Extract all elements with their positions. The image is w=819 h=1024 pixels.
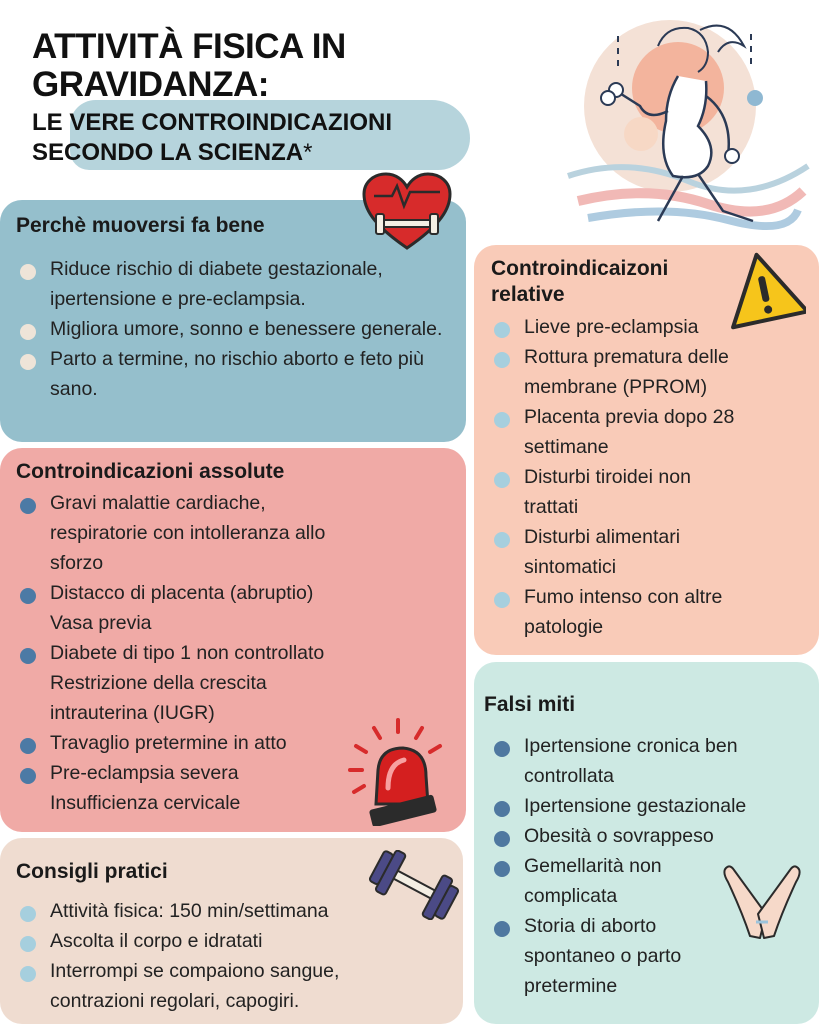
list-item: Obesità o sovrappeso [490,821,812,851]
page-title: ATTIVITÀ FISICA IN GRAVIDANZA: [32,27,346,104]
alarm-siren-icon [348,718,450,826]
pregnant-woman-exercising-illustration [548,6,818,236]
list-item: Diabete di tipo 1 non controllato Restrizione della crescita intrauterina (IUGR) [16,638,456,728]
myths-title: Falsi miti [484,693,576,716]
list-item: Travaglio pretermine in atto [16,728,456,758]
list-item: Gravi malattie cardiache, respiratorie con intolleranza allo sforzo [16,488,456,578]
list-item: Migliora umore, sonno e benessere generale. [16,314,456,344]
list-item: Riduce rischio di diabete gestazionale, ipertensione e pre-eclampsia. [16,254,456,314]
list-item: Interrompi se compaiono sangue, contrazioni regolari, capogiri. [16,956,436,1016]
benefits-title: Perchè muoversi fa bene [16,214,265,237]
list-item: Distacco di placenta (abruptio) Vasa previa [16,578,456,638]
list-item: Disturbi alimentari sintomatici [490,522,812,582]
warning-triangle-icon [722,248,806,332]
list-item: Ipertensione cronica ben controllata [490,731,812,791]
list-item: Rottura prematura delle membrane (PPROM) [490,342,812,402]
list-item: Lieve pre-eclampsia [490,312,812,342]
list-item: Ascolta il corpo e idratati [16,926,436,956]
false-myths-card [474,662,819,1024]
relative-title: Controindicaizoni relative [491,257,669,306]
tips-title: Consigli pratici [16,860,168,883]
list-item: Attività fisica: 150 min/settimana [16,896,436,926]
list-item: Fumo intenso con altre patologie [490,582,812,642]
list-item: Storia di aborto spontaneo o parto pretermine [490,911,812,1001]
list-item: Pre-eclampsia severa Insufficienza cervicale [16,758,456,818]
heart-dumbbell-icon [362,172,452,252]
dumbbell-icon [368,850,460,920]
page-subtitle: LE VERE CONTROINDICAZIONI SECONDO LA SCIENZA* [32,109,393,166]
list-item: Placenta previa dopo 28 settimane [490,402,812,462]
list-item: Parto a termine, no rischio aborto e feto più sano. [16,344,456,404]
list-item: Gemellarità non complicata [490,851,812,911]
crossed-hands-icon [720,862,804,942]
list-item: Ipertensione gestazionale [490,791,812,821]
list-item: Disturbi tiroidei non trattati [490,462,812,522]
absolute-title: Controindicazioni assolute [16,460,285,483]
